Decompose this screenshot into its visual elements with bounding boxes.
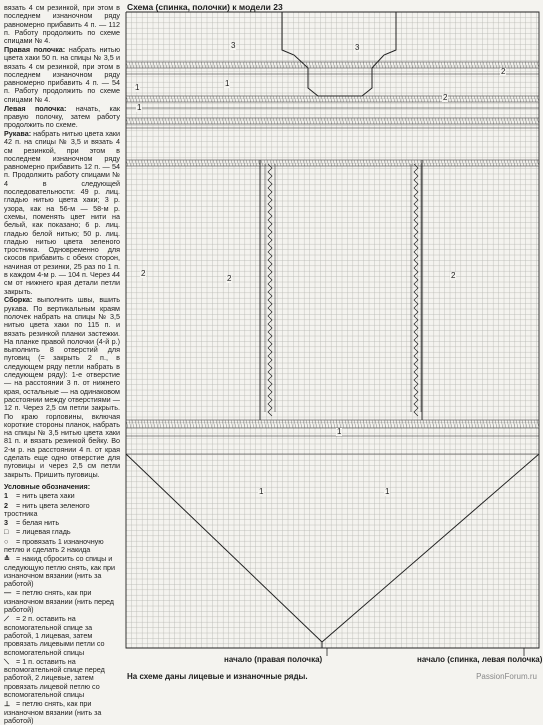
legend-item bbox=[4, 538, 120, 555]
instruction-text: начать, как правую полочку, затем работу продолжить по схеме. bbox=[4, 103, 120, 130]
legend-item bbox=[4, 519, 120, 527]
color-number-label: 2 bbox=[141, 269, 146, 278]
legend-symbol: 1 bbox=[4, 491, 8, 501]
legend-symbol: □ bbox=[4, 527, 9, 537]
knitting-chart bbox=[122, 0, 543, 684]
color-number-label: 2 bbox=[451, 271, 456, 280]
color-number-label: 1 bbox=[385, 487, 390, 496]
color-number-label: 1 bbox=[259, 487, 264, 496]
instructions-list bbox=[4, 4, 120, 479]
legend-item bbox=[4, 555, 120, 588]
legend-text: = белая нить bbox=[14, 518, 60, 528]
instruction-heading: Рукава: bbox=[4, 128, 32, 138]
legend-item bbox=[4, 492, 120, 500]
color-number-label: 2 bbox=[227, 274, 232, 283]
legend-item bbox=[4, 589, 120, 614]
color-number-label: 1 bbox=[137, 103, 142, 112]
instruction-paragraph bbox=[4, 130, 120, 296]
legend-items bbox=[4, 492, 120, 725]
legend-text: = нить цвета хаки bbox=[14, 491, 75, 501]
legend-symbol: ⟍ bbox=[4, 656, 10, 666]
legend-text: = провязать 1 изнаночную петлю и сделать 2 накида bbox=[4, 536, 104, 554]
legend-item bbox=[4, 528, 120, 536]
legend-text: = 1 п. оставить на вспомогательной спице перед работой, 2 лицевые, затем провязать лицевой петлю со вспомогательной спицы bbox=[4, 656, 105, 700]
color-number-label: 2 bbox=[501, 67, 506, 76]
instruction-paragraph bbox=[4, 105, 120, 130]
start-right-label: начало (правая полочка) bbox=[224, 655, 323, 664]
legend bbox=[4, 483, 120, 725]
watermark: PassionForum.ru bbox=[476, 672, 537, 681]
cable-column-left bbox=[268, 164, 272, 416]
instruction-text: вязать 4 см резинкой, при этом в последнем изнаночном ряду равномерно прибавить 4 п. — 112 п. Работу продолжить по схеме спицами № 4. bbox=[4, 3, 120, 46]
color-number-label: 1 bbox=[337, 427, 342, 436]
color-number-label: 1 bbox=[225, 79, 230, 88]
legend-item bbox=[4, 700, 120, 725]
legend-text: = накид сбросить со спицы и следующую петлю снять, как при изнаночном вязании (нить за работой) bbox=[4, 554, 115, 589]
neckline-outline bbox=[282, 12, 396, 96]
legend-text: = петлю снять, как при изнаночном вязании (нить перед работой) bbox=[4, 588, 114, 615]
instruction-paragraph bbox=[4, 46, 120, 104]
legend-symbol: — bbox=[4, 588, 12, 598]
chart-title: Схема (спинка, полочки) к модели 23 bbox=[127, 2, 283, 12]
legend-symbol: ○ bbox=[4, 536, 9, 546]
legend-item bbox=[4, 658, 120, 699]
legend-text: = 2 п. оставить на вспомогательной спице за работой, 1 лицевая, затем провязать лицевыми петли со вспомогательной спицы bbox=[4, 614, 105, 657]
legend-item bbox=[4, 502, 120, 519]
instructions-column bbox=[4, 3, 120, 725]
color-number-label: 3 bbox=[231, 41, 236, 50]
hem-diagonal-left bbox=[126, 454, 322, 642]
instruction-paragraph bbox=[4, 296, 120, 479]
color-number-label: 1 bbox=[135, 83, 140, 92]
legend-symbol: 3 bbox=[4, 518, 8, 528]
start-left-label: начало (спинка, левая полочка) bbox=[417, 655, 543, 664]
legend-symbol: ⟋ bbox=[4, 614, 10, 624]
instruction-text: набрать нитью цвета хаки 50 п. на спицы № 3,5 и вязать 4 см резинкой, при этом в последнем изнаночном ряду равномерно прибавить 4 п. — 54 п. Работу продолжить по схеме спицами № 4. bbox=[4, 44, 120, 104]
instruction-paragraph bbox=[4, 4, 120, 45]
legend-title: Условные обозначения: bbox=[4, 481, 91, 491]
legend-text: = лицевая гладь bbox=[14, 527, 71, 537]
hem-diagonal-right bbox=[322, 454, 539, 642]
grid-lines bbox=[126, 12, 539, 648]
instruction-text: набрать нитью цвета хаки 42 п. на спицы № 3,5 и вязать 4 см резинкой, при этом в последнем изнаночном ряду равномерно прибавить 12 п. — 54 п. Продолжить работу спицами № 4 в следующей последовательности: 49 р. лиц. гладью нитью цвета хаки; 3 р. узора, как на 56-м — 58-м р. схемы, поменять цвет нити на белый, как показано; 6 р. лиц. гладью белой нитью; 50 р. лиц. гладью нитью цвета зеленого тростника. Одновременно для скосов прибавить с обеих сторон, начиная от резинки, 25 раз по 1 п. в каждом 4-м р. — 104 п. Через 44 см от нижнего края детали петли закрыть. bbox=[4, 128, 120, 296]
color-number-label: 2 bbox=[443, 93, 448, 102]
instruction-text: выполнить швы, вшить рукава. По вертикальным краям полочек набрать на спицы № 3,5 нитью цвета хаки по 115 п. и вязать резинкой планки застежки. На планке правой полочки (4-й р.) выполнить 8 отверстий для пуговиц (= закрыть 2 п., в следующем ряду петли набрать в следующем ряду): 1-е отверстие — на расстоянии 3 п. от нижнего края, остальные — на одинаковом расстоянии между отверстиями — 12 п. Через 2,5 см петли закрыть. По краю горловины, включая короткие стороны планок, набрать на спицы № 3,5 нитью цвета хаки 81 п. и вязать резинкой бейку. Во 2-м р. на расстоянии 4 п. от края сделать еще одно отверстие для пуговицы и через 2,5 см петли закрыть. Пришить пуговицы. bbox=[4, 295, 120, 479]
legend-symbol: 2 bbox=[4, 500, 8, 510]
color-number-label: 3 bbox=[355, 43, 360, 52]
instruction-heading: Левая полочка: bbox=[4, 103, 67, 113]
instruction-heading: Правая полочка: bbox=[4, 44, 66, 54]
chart-footnote: На схеме даны лицевые и изнаночные ряды. bbox=[127, 672, 308, 681]
legend-text: = нить цвета зеленого тростника bbox=[4, 500, 90, 518]
legend-item bbox=[4, 615, 120, 656]
instruction-heading: Сборка: bbox=[4, 295, 33, 305]
legend-symbol: ⊥ bbox=[4, 699, 11, 709]
chart-area bbox=[122, 0, 543, 684]
legend-symbol: ≙ bbox=[4, 554, 11, 564]
legend-text: = петлю снять, как при изнаночном вязании (нить за работой) bbox=[4, 699, 102, 725]
